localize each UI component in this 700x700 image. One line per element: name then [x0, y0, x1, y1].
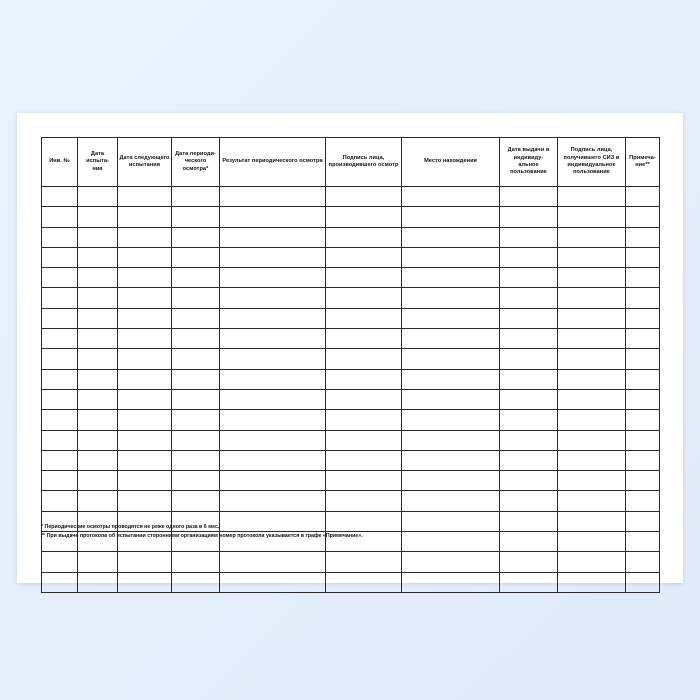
- column-header-7: Место нахождения: [402, 138, 500, 187]
- table-cell[interactable]: [172, 227, 220, 247]
- table-cell[interactable]: [78, 308, 118, 328]
- table-cell[interactable]: [558, 450, 626, 470]
- table-cell[interactable]: [42, 369, 78, 389]
- table-cell[interactable]: [402, 450, 500, 470]
- column-header-5: Результат периодического осмотра: [220, 138, 326, 187]
- table-cell[interactable]: [558, 349, 626, 369]
- table-cell[interactable]: [402, 389, 500, 409]
- table-cell[interactable]: [558, 268, 626, 288]
- table-cell[interactable]: [500, 207, 558, 227]
- table-cell[interactable]: [172, 430, 220, 450]
- table-cell[interactable]: [626, 369, 660, 389]
- table-cell[interactable]: [626, 227, 660, 247]
- table-cell[interactable]: [500, 552, 558, 572]
- column-header-6: Подпись лица, производившего осмотр: [326, 138, 402, 187]
- table-cell[interactable]: [42, 491, 78, 511]
- table-cell[interactable]: [118, 308, 172, 328]
- table-cell[interactable]: [78, 491, 118, 511]
- table-row: [42, 349, 660, 369]
- table-cell[interactable]: [118, 410, 172, 430]
- table-row: [42, 552, 660, 572]
- table-cell[interactable]: [500, 410, 558, 430]
- column-header-4: Дата периоди- ческого осмотра*: [172, 138, 220, 187]
- table-cell[interactable]: [78, 389, 118, 409]
- table-cell[interactable]: [220, 268, 326, 288]
- table-row: [42, 247, 660, 267]
- table-cell[interactable]: [220, 349, 326, 369]
- table-row: [42, 187, 660, 207]
- table-cell[interactable]: [78, 572, 118, 592]
- table-cell[interactable]: [402, 247, 500, 267]
- footnote-2: ** При выдаче протокола об испытании сторонними организациям номер протокола указывается в графе «Примечание».: [41, 533, 363, 540]
- table-cell[interactable]: [558, 572, 626, 592]
- table-cell[interactable]: [42, 410, 78, 430]
- table-row: [42, 369, 660, 389]
- table-cell[interactable]: [558, 410, 626, 430]
- table-cell[interactable]: [326, 491, 402, 511]
- table-cell[interactable]: [402, 369, 500, 389]
- table-cell[interactable]: [500, 308, 558, 328]
- table-row: [42, 308, 660, 328]
- table-cell[interactable]: [558, 389, 626, 409]
- table-row: [42, 207, 660, 227]
- table-cell[interactable]: [78, 430, 118, 450]
- table-cell[interactable]: [78, 552, 118, 572]
- table-cell[interactable]: [626, 491, 660, 511]
- table-cell[interactable]: [326, 572, 402, 592]
- footnote-1: * Периодические осмотры проводятся не реже одного раза в 6 мес.: [41, 524, 220, 530]
- table-cell[interactable]: [220, 247, 326, 267]
- table-cell[interactable]: [402, 268, 500, 288]
- table-cell[interactable]: [500, 227, 558, 247]
- table-cell[interactable]: [172, 450, 220, 470]
- table-cell[interactable]: [558, 207, 626, 227]
- table-cell[interactable]: [118, 572, 172, 592]
- table-cell[interactable]: [626, 410, 660, 430]
- table-cell[interactable]: [172, 491, 220, 511]
- table-cell[interactable]: [220, 471, 326, 491]
- table-cell[interactable]: [326, 552, 402, 572]
- table-cell[interactable]: [78, 329, 118, 349]
- column-header-9: Подпись лица, получившего СИЗ в индивидуальное пользование: [558, 138, 626, 187]
- table-cell[interactable]: [172, 552, 220, 572]
- table-cell[interactable]: [626, 187, 660, 207]
- table-cell[interactable]: [118, 329, 172, 349]
- document-page: [17, 113, 683, 583]
- table-cell[interactable]: [220, 430, 326, 450]
- table-cell[interactable]: [78, 187, 118, 207]
- table-cell[interactable]: [78, 288, 118, 308]
- table-cell[interactable]: [220, 369, 326, 389]
- table-cell[interactable]: [118, 450, 172, 470]
- table-cell[interactable]: [118, 288, 172, 308]
- table-cell[interactable]: [78, 349, 118, 369]
- table-cell[interactable]: [326, 369, 402, 389]
- table-cell[interactable]: [326, 268, 402, 288]
- table-cell[interactable]: [326, 389, 402, 409]
- table-cell[interactable]: [220, 329, 326, 349]
- table-cell[interactable]: [118, 247, 172, 267]
- table-cell[interactable]: [402, 288, 500, 308]
- table-cell[interactable]: [500, 572, 558, 592]
- table-cell[interactable]: [402, 410, 500, 430]
- table-cell[interactable]: [626, 207, 660, 227]
- table-cell[interactable]: [558, 247, 626, 267]
- table-cell[interactable]: [326, 329, 402, 349]
- table-cell[interactable]: [42, 552, 78, 572]
- table-cell[interactable]: [172, 369, 220, 389]
- table-cell[interactable]: [326, 288, 402, 308]
- table-cell[interactable]: [500, 430, 558, 450]
- table-cell[interactable]: [626, 450, 660, 470]
- table-cell[interactable]: [220, 410, 326, 430]
- table-cell[interactable]: [500, 329, 558, 349]
- table-cell[interactable]: [500, 491, 558, 511]
- table-cell[interactable]: [558, 308, 626, 328]
- table-cell[interactable]: [172, 389, 220, 409]
- table-cell[interactable]: [172, 247, 220, 267]
- table-cell[interactable]: [326, 207, 402, 227]
- table-cell[interactable]: [402, 430, 500, 450]
- table-cell[interactable]: [626, 552, 660, 572]
- table-cell[interactable]: [500, 450, 558, 470]
- table-cell[interactable]: [326, 227, 402, 247]
- table-cell[interactable]: [558, 471, 626, 491]
- table-cell[interactable]: [402, 552, 500, 572]
- table-row: [42, 329, 660, 349]
- table-cell[interactable]: [558, 227, 626, 247]
- table-cell[interactable]: [326, 308, 402, 328]
- table-cell[interactable]: [326, 410, 402, 430]
- table-cell[interactable]: [500, 349, 558, 369]
- table-cell[interactable]: [118, 430, 172, 450]
- table-cell[interactable]: [402, 227, 500, 247]
- table-cell[interactable]: [402, 308, 500, 328]
- table-cell[interactable]: [558, 369, 626, 389]
- table-cell[interactable]: [118, 471, 172, 491]
- table-cell[interactable]: [118, 491, 172, 511]
- table-cell[interactable]: [42, 207, 78, 227]
- table-cell[interactable]: [626, 288, 660, 308]
- column-header-8: Дата выдачи в индивиду- альное пользование: [500, 138, 558, 187]
- table-cell[interactable]: [326, 471, 402, 491]
- table-cell[interactable]: [626, 329, 660, 349]
- table-cell[interactable]: [78, 247, 118, 267]
- table-cell[interactable]: [558, 187, 626, 207]
- table-cell[interactable]: [402, 187, 500, 207]
- table-cell[interactable]: [118, 389, 172, 409]
- table-cell[interactable]: [558, 329, 626, 349]
- table-cell[interactable]: [326, 349, 402, 369]
- table-cell[interactable]: [220, 389, 326, 409]
- table-cell[interactable]: [402, 349, 500, 369]
- table-cell[interactable]: [172, 268, 220, 288]
- table-header: [42, 138, 660, 187]
- table-cell[interactable]: [172, 187, 220, 207]
- footnotes: [41, 524, 661, 541]
- table-cell[interactable]: [326, 450, 402, 470]
- table-cell[interactable]: [42, 268, 78, 288]
- table-cell[interactable]: [500, 389, 558, 409]
- table-cell[interactable]: [42, 329, 78, 349]
- table-cell[interactable]: [558, 288, 626, 308]
- table-row: [42, 288, 660, 308]
- table-cell[interactable]: [402, 491, 500, 511]
- table-row: [42, 268, 660, 288]
- table-cell[interactable]: [326, 247, 402, 267]
- table-cell[interactable]: [42, 430, 78, 450]
- table-cell[interactable]: [42, 450, 78, 470]
- table-cell[interactable]: [172, 207, 220, 227]
- table-cell[interactable]: [220, 288, 326, 308]
- table-cell[interactable]: [402, 207, 500, 227]
- table-cell[interactable]: [500, 288, 558, 308]
- table-cell[interactable]: [42, 187, 78, 207]
- table-cell[interactable]: [118, 349, 172, 369]
- table-cell[interactable]: [118, 552, 172, 572]
- table-cell[interactable]: [172, 308, 220, 328]
- table-cell[interactable]: [220, 450, 326, 470]
- table-cell[interactable]: [118, 187, 172, 207]
- table-cell[interactable]: [78, 369, 118, 389]
- table-cell[interactable]: [402, 572, 500, 592]
- table-row: [42, 389, 660, 409]
- table-cell[interactable]: [326, 187, 402, 207]
- table-cell[interactable]: [626, 268, 660, 288]
- table-cell[interactable]: [500, 247, 558, 267]
- table-cell[interactable]: [78, 207, 118, 227]
- table-cell[interactable]: [118, 227, 172, 247]
- table-cell[interactable]: [172, 572, 220, 592]
- column-header-1: Инв. №: [42, 138, 78, 187]
- table-cell[interactable]: [42, 471, 78, 491]
- table-row: [42, 471, 660, 491]
- table-cell[interactable]: [118, 369, 172, 389]
- table-row: [42, 491, 660, 511]
- column-header-10: Примеча- ние**: [626, 138, 660, 187]
- table-cell[interactable]: [220, 187, 326, 207]
- table-cell[interactable]: [558, 430, 626, 450]
- table-row: [42, 450, 660, 470]
- table-cell[interactable]: [402, 471, 500, 491]
- table-cell[interactable]: [220, 491, 326, 511]
- table-row: [42, 410, 660, 430]
- table-cell[interactable]: [500, 369, 558, 389]
- table-cell[interactable]: [220, 572, 326, 592]
- table-row: [42, 227, 660, 247]
- table-cell[interactable]: [172, 329, 220, 349]
- table-cell[interactable]: [172, 349, 220, 369]
- table-cell[interactable]: [626, 471, 660, 491]
- column-header-2: Дата испыта- ния: [78, 138, 118, 187]
- table-cell[interactable]: [172, 288, 220, 308]
- table-header-row: [42, 138, 660, 187]
- table-cell[interactable]: [42, 389, 78, 409]
- column-header-3: Дата следующего испытания: [118, 138, 172, 187]
- table-cell[interactable]: [42, 349, 78, 369]
- table-cell[interactable]: [220, 227, 326, 247]
- table-cell[interactable]: [78, 450, 118, 470]
- table-cell[interactable]: [42, 572, 78, 592]
- table-cell[interactable]: [626, 389, 660, 409]
- table-cell[interactable]: [500, 471, 558, 491]
- table-cell[interactable]: [42, 288, 78, 308]
- table-cell[interactable]: [42, 308, 78, 328]
- table-cell[interactable]: [558, 552, 626, 572]
- table-cell[interactable]: [626, 349, 660, 369]
- table-cell[interactable]: [118, 207, 172, 227]
- table-cell[interactable]: [172, 410, 220, 430]
- table-cell[interactable]: [626, 247, 660, 267]
- table-cell[interactable]: [78, 410, 118, 430]
- table-cell[interactable]: [500, 187, 558, 207]
- table-cell[interactable]: [220, 308, 326, 328]
- table-cell[interactable]: [626, 572, 660, 592]
- table-cell[interactable]: [42, 247, 78, 267]
- table-row: [42, 430, 660, 450]
- table-cell[interactable]: [78, 268, 118, 288]
- table-row: [42, 572, 660, 592]
- table-cell[interactable]: [172, 471, 220, 491]
- table-cell[interactable]: [626, 430, 660, 450]
- table-cell[interactable]: [326, 430, 402, 450]
- table-cell[interactable]: [78, 227, 118, 247]
- table-cell[interactable]: [402, 329, 500, 349]
- table-cell[interactable]: [42, 227, 78, 247]
- table-cell[interactable]: [558, 491, 626, 511]
- table-cell[interactable]: [118, 268, 172, 288]
- table-cell[interactable]: [500, 268, 558, 288]
- table-cell[interactable]: [220, 552, 326, 572]
- table-cell[interactable]: [78, 471, 118, 491]
- table-cell[interactable]: [626, 308, 660, 328]
- table-cell[interactable]: [220, 207, 326, 227]
